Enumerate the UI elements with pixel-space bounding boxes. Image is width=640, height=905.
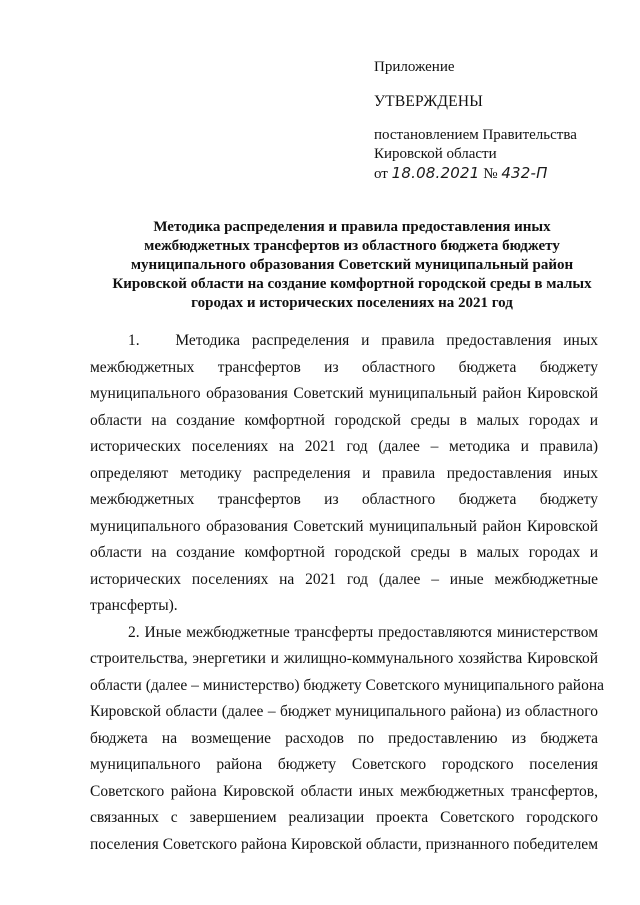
document-body [90, 328, 604, 858]
text-line: муниципального образования Советский муниципальный район Кировской [90, 385, 598, 402]
text-line: поселения Советского района Кировской области, признанного победителем [90, 835, 598, 853]
text-line: трансферты). [90, 597, 178, 614]
decree-date-line [374, 164, 624, 184]
title-line: Кировской области на создание комфортной городской среды в малых [112, 276, 592, 292]
text-line: муниципального района бюджету Советского городского поселения [90, 756, 598, 773]
text-line: Кировской области (далее – бюджет муниципального района) из областного [90, 703, 598, 720]
paragraph-2 [90, 620, 604, 859]
text-line: межбюджетных трансфертов из областного бюджета бюджету [90, 358, 598, 376]
text-line: строительства, энергетики и жилищно-коммунального хозяйства Кировской [90, 650, 598, 667]
title-line: городах и исторических поселениях на 2021 год [191, 295, 513, 311]
text-line: 1. Методика распределения и правила предоставления иных [128, 332, 598, 349]
text-line: 2. Иные межбюджетные трансферты предоставляются министерством [128, 623, 598, 641]
handwritten-date: 18.08.2021 [391, 164, 480, 182]
text-line: исторических поселениях на 2021 год (далее – иные межбюджетные [90, 570, 598, 588]
decree-line-1: постановлением Правительства [374, 127, 577, 143]
text-line: бюджета на возмещение расходов по предоставлению из бюджета [90, 729, 598, 747]
title-line: Методика распределения и правила предоставления иных [153, 219, 551, 235]
document-title [84, 218, 620, 313]
decree-line-2: Кировской области [374, 146, 497, 162]
approval-block [374, 58, 624, 184]
text-line: определяют методику распределения и правила предоставления иных [90, 464, 598, 482]
handwritten-number: 432-П [501, 164, 548, 182]
text-line: области на создание комфортной городской среды в малых городах и [90, 544, 598, 561]
title-line: межбюджетных трансфертов из областного бюджета бюджету [144, 238, 560, 254]
text-line: исторических поселениях на 2021 год (далее – методика и правила) [90, 438, 598, 455]
text-line: Советского района Кировской области иных межбюджетных трансфертов, [90, 782, 598, 800]
decree-reference [374, 126, 624, 184]
date-prefix: от [374, 166, 388, 182]
title-line: муниципального образования Советский муниципальный район [130, 257, 574, 273]
text-line: области (далее – министерство) бюджету Советского муниципального района [90, 676, 604, 694]
text-line: межбюджетных трансфертов из областного бюджета бюджету [90, 491, 598, 508]
text-line: муниципального образования Советский муниципальный район Кировской [90, 517, 598, 535]
approved-heading: УТВЕРЖДЕНЫ [374, 93, 483, 110]
appendix-label: Приложение [374, 59, 455, 75]
number-sign: № [483, 166, 498, 182]
text-line: связанных с завершением реализации проекта Советского городского [90, 809, 598, 826]
paragraph-1 [90, 328, 598, 620]
text-line: области на создание комфортной городской среды в малых городах и [90, 411, 598, 429]
